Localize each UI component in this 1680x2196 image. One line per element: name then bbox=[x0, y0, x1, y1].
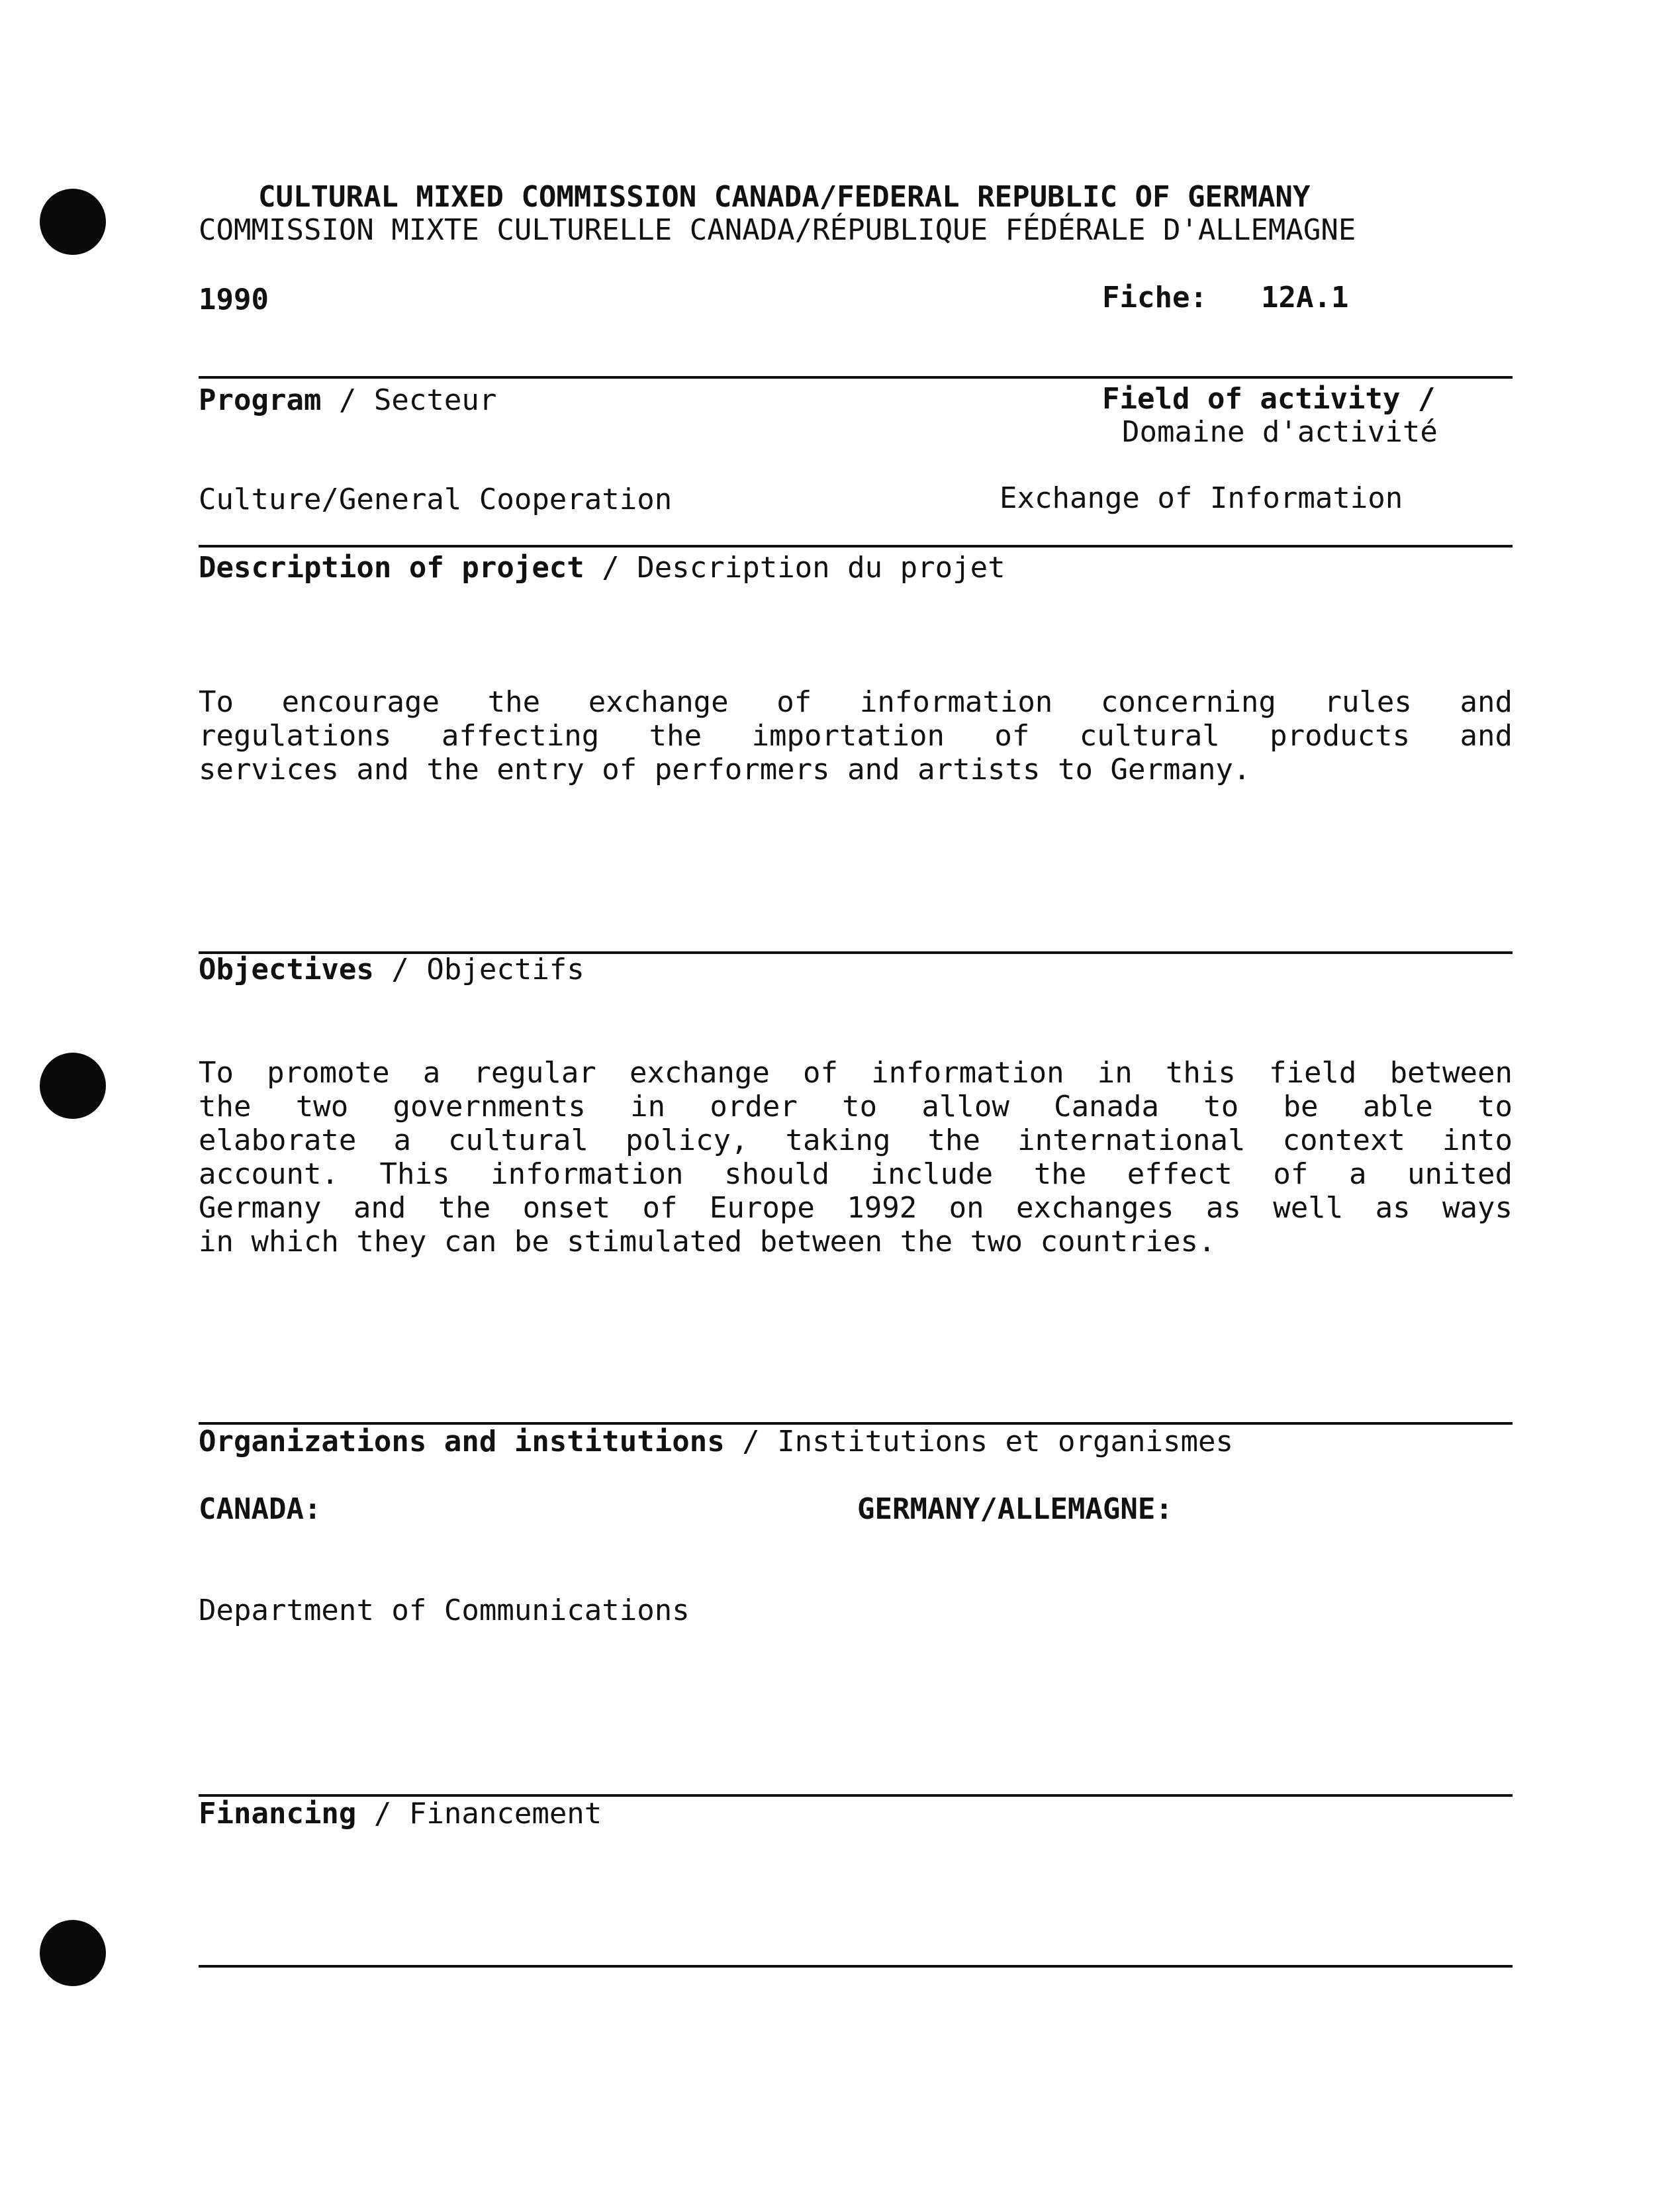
field-label-french: Domaine d'activité bbox=[1122, 415, 1438, 449]
description-line: regulations affecting the importation of cultural products and bbox=[199, 719, 1513, 753]
description-label: Description of project / Description du projet bbox=[199, 551, 1005, 585]
title-english: CULTURAL MIXED COMMISSION CANADA/FEDERAL REPUBLIC OF GERMANY bbox=[258, 180, 1311, 214]
divider-bottom bbox=[199, 1965, 1513, 1968]
description-line: services and the entry of performers and artists to Germany. bbox=[199, 753, 1251, 787]
objectives-line: elaborate a cultural policy, taking the international context into bbox=[199, 1123, 1513, 1157]
punch-hole-bottom bbox=[40, 1920, 106, 1986]
punch-hole-middle bbox=[40, 1053, 106, 1119]
program-value: Culture/General Cooperation bbox=[199, 483, 673, 516]
fiche-value: 12A.1 bbox=[1261, 281, 1349, 314]
divider-description bbox=[199, 545, 1513, 548]
field-value: Exchange of Information bbox=[1000, 481, 1403, 515]
organizations-label: Organizations and institutions / Institutions et organismes bbox=[199, 1425, 1233, 1458]
germany-label: GERMANY/ALLEMAGNE: bbox=[857, 1492, 1173, 1526]
title-french: COMMISSION MIXTE CULTURELLE CANADA/RÉPUBLIQUE FÉDÉRALE D'ALLEMAGNE bbox=[199, 213, 1356, 247]
objectives-label: Objectives / Objectifs bbox=[199, 953, 584, 986]
objectives-line: To promote a regular exchange of information in this field between bbox=[199, 1056, 1513, 1090]
field-label: Field of activity / bbox=[1102, 382, 1436, 416]
objectives-line: in which they can be stimulated between the two countries. bbox=[199, 1225, 1216, 1259]
objectives-text bbox=[199, 1056, 1513, 1259]
description-text bbox=[199, 685, 1513, 787]
objectives-line: account. This information should include the effect of a united bbox=[199, 1157, 1513, 1191]
canada-label: CANADA: bbox=[199, 1492, 322, 1526]
financing-label: Financing / Financement bbox=[199, 1797, 602, 1831]
program-label: Program / Secteur bbox=[199, 383, 497, 417]
punch-hole-top bbox=[40, 189, 106, 255]
year: 1990 bbox=[199, 283, 269, 316]
objectives-line: Germany and the onset of Europe 1992 on exchanges as well as ways bbox=[199, 1191, 1513, 1225]
divider-program bbox=[199, 376, 1513, 379]
description-line: To encourage the exchange of information concerning rules and bbox=[199, 685, 1513, 719]
fiche-label: Fiche: bbox=[1102, 281, 1207, 314]
canada-organization: Department of Communications bbox=[199, 1594, 690, 1627]
objectives-line: the two governments in order to allow Canada to be able to bbox=[199, 1090, 1513, 1123]
